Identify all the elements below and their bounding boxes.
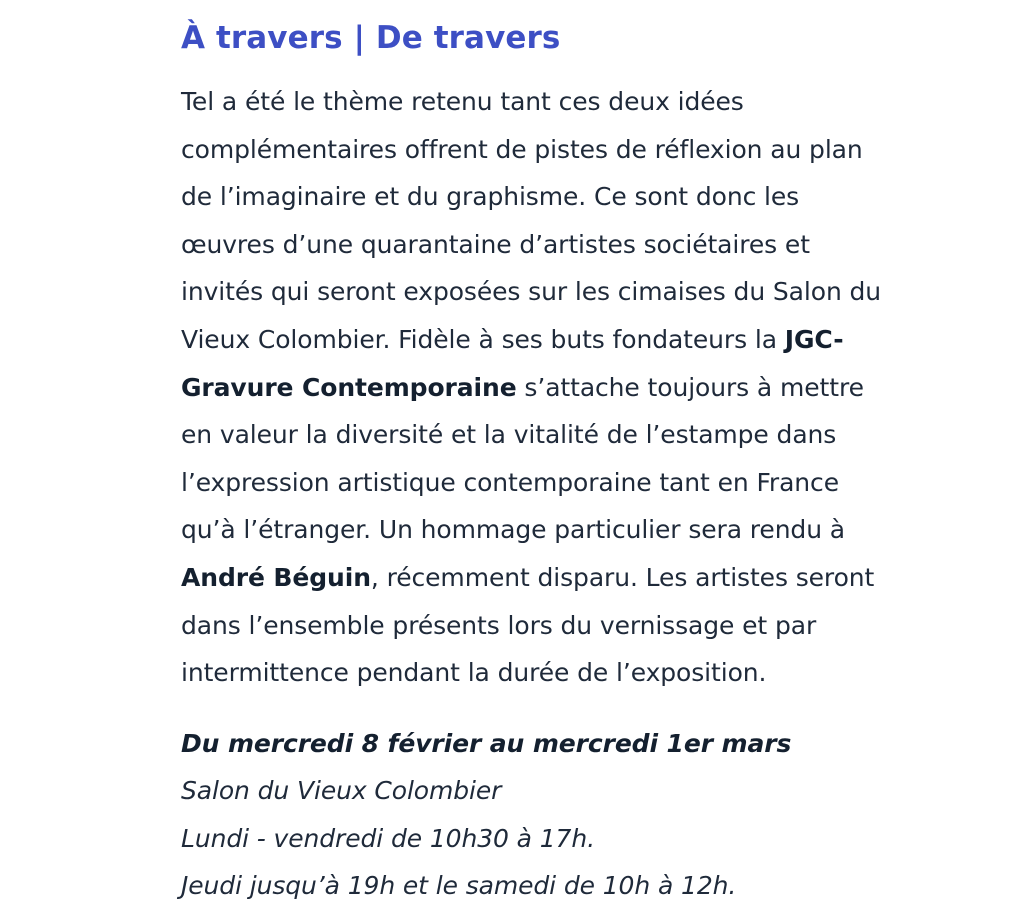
paragraph-line: en valeur la diversité et la vitalité de l’estampe dans — [181, 420, 837, 450]
paragraph-line: invités qui seront exposées sur les cimaises du Salon du — [181, 277, 882, 307]
event-venue: Salon du Vieux Colombier — [181, 776, 502, 806]
article-paragraph — [181, 78, 981, 697]
paragraph-line: qu’à l’étranger. Un hommage particulier sera rendu à — [181, 515, 846, 545]
paragraph-line: œuvres d’une quarantaine d’artistes sociétaires et — [181, 229, 810, 259]
event-info — [181, 720, 981, 910]
article-title: À travers | De travers — [181, 20, 561, 56]
paragraph-line: intermittence pendant la durée de l’exposition. — [181, 658, 767, 688]
paragraph-line: Gravure Contemporaine s’attache toujours à mettre — [181, 372, 864, 402]
event-dates: Du mercredi 8 février au mercredi 1er mars — [181, 728, 792, 758]
artist-name-bold: André Béguin — [181, 562, 371, 592]
paragraph-line: complémentaires offrent de pistes de réflexion au plan — [181, 134, 863, 164]
paragraph-line: l’expression artistique contemporaine tant en France — [181, 467, 839, 497]
paragraph-line: de l’imaginaire et du graphisme. Ce sont donc les — [181, 182, 800, 212]
article — [181, 14, 981, 910]
paragraph-line: Tel a été le thème retenu tant ces deux idées — [181, 87, 744, 116]
paragraph-line: Vieux Colombier. Fidèle à ses buts fondateurs la JGC- — [181, 324, 844, 354]
event-hours-extra: Jeudi jusqu’à 19h et le samedi de 10h à 12h. — [181, 871, 737, 901]
paragraph-line: André Béguin, récemment disparu. Les artistes seront — [181, 562, 875, 592]
paragraph-line: dans l’ensemble présents lors du vernissage et par — [181, 610, 817, 640]
event-hours-weekdays: Lundi - vendredi de 10h30 à 17h. — [181, 823, 595, 853]
organization-name-bold: JGC- — [784, 324, 844, 354]
organization-name-bold: Gravure Contemporaine — [181, 372, 517, 402]
